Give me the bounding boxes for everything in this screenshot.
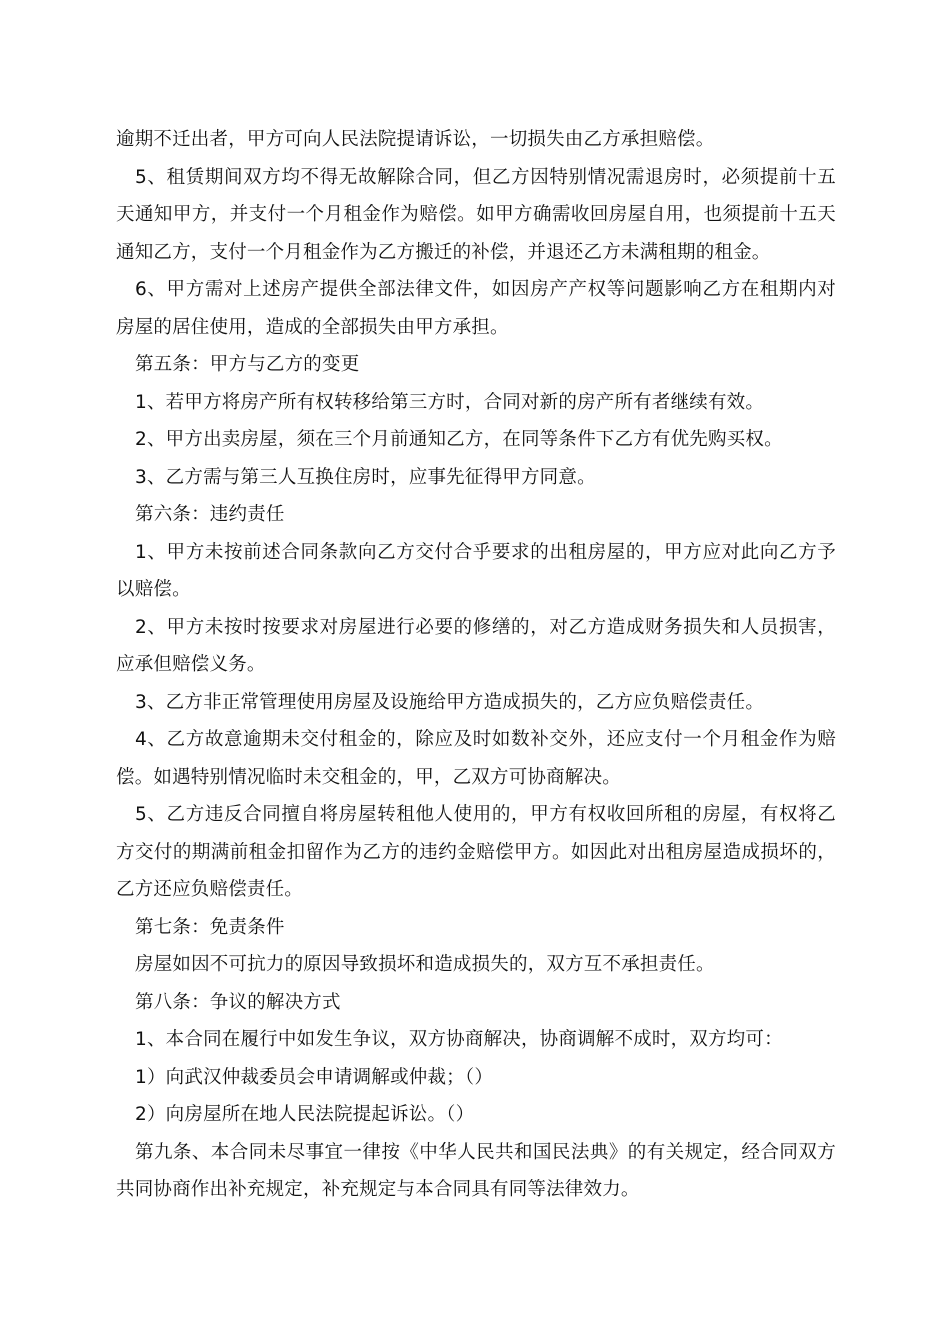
- paragraph-overdue-eviction: 逾期不迁出者，甲方可向人民法院提请诉讼，一切损失由乙方承担赔偿。: [116, 129, 715, 150]
- paragraph-article-8-option-1: 1）向武汉仲裁委员会申请调解或仲裁；（）: [135, 1066, 494, 1088]
- paragraph-clause-6-legal-docs: 6、甲方需对上述房产提供全部法律文件，如因房产产权等问题影响乙方在租期内对房屋的居住使用，造成的全部损失由甲方承担。: [116, 279, 836, 338]
- paragraph-article-5-item-2: 2、甲方出卖房屋，须在三个月前通知乙方，在同等条件下乙方有优先购买权。: [135, 429, 783, 450]
- paragraph-article-7-text: 房屋如因不可抗力的原因导致损坏和造成损失的，双方互不承担责任。: [135, 954, 715, 975]
- paragraph-article-5-item-3: 3、乙方需与第三人互换住房时，应事先征得甲方同意。: [135, 466, 596, 488]
- heading-article-6: 第六条：违约责任: [135, 504, 285, 525]
- paragraph-clause-5-termination: 5、租赁期间双方均不得无故解除合同，但乙方因特别情况需退房时，必须提前十五天通知甲方，并支付一个月租金作为赔偿。如甲方确需收回房屋自用，也须提前十五天通知乙方，支付一个月租金作为乙方搬迁的补偿，并退还乙方未满租期的租金。: [116, 166, 836, 263]
- heading-article-7: 第七条：免责条件: [135, 916, 285, 938]
- paragraph-article-6-item-1: 1、甲方未按前述合同条款向乙方交付合乎要求的出租房屋的，甲方应对此向乙方予以赔偿。: [116, 541, 836, 600]
- paragraph-article-6-item-2: 2、甲方未按时按要求对房屋进行必要的修缮的，对乙方造成财务损失和人员损害，应承但赔偿义务。: [116, 616, 836, 675]
- heading-article-8: 第八条：争议的解决方式: [135, 991, 341, 1013]
- paragraph-article-8-option-2: 2）向房屋所在地人民法院提起诉讼。（）: [135, 1104, 475, 1125]
- paragraph-article-6-item-3: 3、乙方非正常管理使用房屋及设施给甲方造成损失的，乙方应负赔偿责任。: [135, 691, 765, 713]
- heading-article-5: 第五条：甲方与乙方的变更: [135, 354, 360, 375]
- paragraph-article-9: 第九条、本合同未尽事宜一律按《中华人民共和国民法典》的有关规定，经合同双方共同协商作出补充规定，补充规定与本合同具有同等法律效力。: [116, 1141, 836, 1200]
- document-body: [116, 121, 836, 1209]
- paragraph-article-6-item-4: 4、乙方故意逾期未交付租金的，除应及时如数补交外，还应支付一个月租金作为赔偿。如遇特别情况临时未交租金的，甲，乙双方可协商解决。: [116, 729, 836, 788]
- paragraph-article-6-item-5: 5、乙方违反合同擅自将房屋转租他人使用的，甲方有权收回所租的房屋，有权将乙方交付的期满前租金扣留作为乙方的违约金赔偿甲方。如因此对出租房屋造成损坏的，乙方还应负赔偿责任。: [116, 804, 836, 900]
- paragraph-article-5-item-1: 1、若甲方将房产所有权转移给第三方时，合同对新的房产所有者继续有效。: [135, 391, 765, 413]
- paragraph-article-8-item-1: 1、本合同在履行中如发生争议，双方协商解决，协商调解不成时，双方均可：: [135, 1029, 783, 1050]
